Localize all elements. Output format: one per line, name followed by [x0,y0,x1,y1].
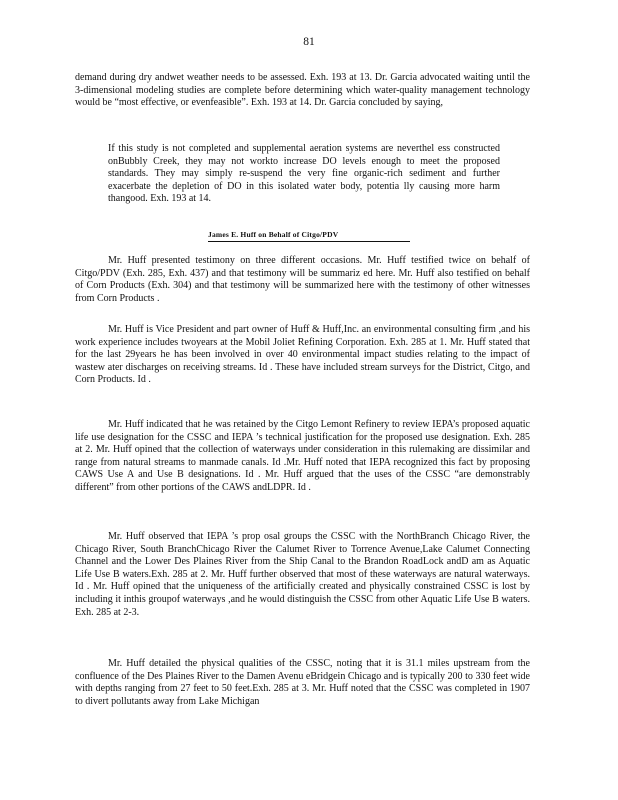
paragraph-huff-use-designation: Mr. Huff indicated that he was retained by the Citgo Lemont Refinery to review IEPA’s proposed aquatic life use designation for the CSSC and IEPA ’s technical justification for the proposed use designation. Exh. 285 at 2. Mr. Huff opined that the collection of waterways under consideration in this rulemaking are dissimilar and range from natural streams to manmade canals. Id .Mr. Huff noted that IEPA recognized this fact by proposing CAWS Use A and Use B designations. Id . Mr. Huff argued that the uses of the CSSC “are demonstrably different” from other portions of the CAWS andLDPR. Id . [75,419,530,493]
block-quote-garcia: If this study is not completed and supplemental aeration systems are neverthel ess constructed onBubbly Creek, they may not workto increase DO levels enough to meet the proposed standards. They may simply re-suspend the very fine organic-rich sediment and further exacerbate the depletion of DO in this isolated water body, potentia lly causing more harm thangood. Exh. 193 at 14. [108,143,500,205]
paragraph-garcia-intro: demand during dry andwet weather needs to be assessed. Exh. 193 at 13. Dr. Garcia advocated waiting until the 3-dimensional modeling studies are complete before determining which water-quality management technology would be “most effective, or evenfeasible”. Exh. 193 at 14. Dr. Garcia concluded by saying, [75,72,530,109]
page-number: 81 [303,36,315,48]
paragraph-huff-cssc-physical: Mr. Huff detailed the physical qualities of the CSSC, noting that it is 31.1 miles upstream from the confluence of the Des Plaines River to the Damen Avenu eBridgein Chicago and is typically 200 to 330 feet wide with depths ranging from 27 feet to 50 feet.Exh. 285 at 3. Mr. Huff noted that the CSSC was completed in 1907 to divert pollutants away from Lake Michigan [75,658,530,707]
paragraph-huff-waterways: Mr. Huff observed that IEPA ’s prop osal groups the CSSC with the NorthBranch Chicago River, the Chicago River, South BranchChicago River the Calumet River to Torrence Avenue,Lake Calumet Connecting Channel and the Lower Des Plaines River from the Ship Canal to the Brandon RoadLock andD am as Aquatic Life Use B waters.Exh. 285 at 2. Mr. Huff further observed that most of these waterways are natural waterways. Id . Mr. Huff opined that the uniqueness of the artificially created and physically constrained CSSC is lost by including it inthis groupof waterways ,and he would distinguish the CSSC from other Aquatic Life Use B waters. Exh. 285 at 2-3. [75,531,530,618]
paragraph-huff-background: Mr. Huff is Vice President and part owner of Huff & Huff,Inc. an environmental consulting firm ,and his work experience includes twoyears at the Mobil Joliet Refining Corporation. Exh. 285 at 1. Mr. Huff stated that for the last 29years he has been involved in over 40 environmental impact studies relating to the impact of wastew ater discharges on receiving streams. Id . These have included stream surveys for the District, Citgo, and Corn Products. Id . [75,324,530,386]
section-heading-huff: James E. Huff on Behalf of Citgo/PDV [208,230,410,242]
paragraph-huff-testimony: Mr. Huff presented testimony on three different occasions. Mr. Huff testified twice on behalf of Citgo/PDV (Exh. 285, Exh. 437) and that testimony will be summariz ed here. Mr. Huff also testified on behalf of Corn Products (Exh. 304) and that testimony will be summarized here with the testimony of other witnesses from Corn Products . [75,255,530,304]
